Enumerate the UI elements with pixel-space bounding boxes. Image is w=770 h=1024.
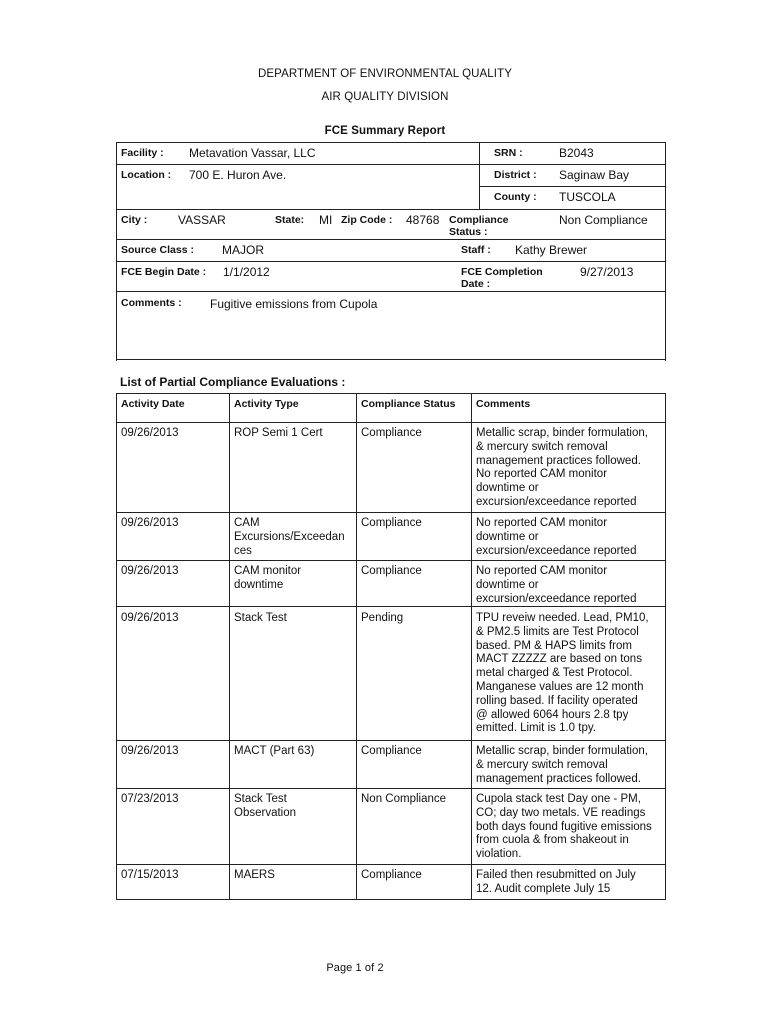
state-label: State: bbox=[275, 214, 305, 226]
comments-cell: Cupola stack test Day one - PM, CO; day two metals. VE readings both days found fugitive emissions from cuola & from shakeout in violation. bbox=[476, 793, 652, 861]
comments-cell: Failed then resubmitted on July 12. Audit complete July 15 bbox=[476, 869, 636, 895]
activity-date-cell: 09/26/2013 bbox=[121, 745, 179, 757]
city-value: VASSAR bbox=[178, 213, 226, 227]
fce-completion-label-line1: FCE Completion bbox=[461, 266, 543, 278]
facility-label: Facility : bbox=[121, 147, 164, 159]
compliance-status-cell: Pending bbox=[361, 612, 404, 624]
report-title: FCE Summary Report bbox=[324, 125, 446, 137]
activity-type-cell: ROP Semi 1 Cert bbox=[234, 427, 323, 439]
compliance-label-line1: Compliance bbox=[449, 214, 509, 226]
compliance-status-cell: Compliance bbox=[361, 745, 422, 757]
fce-completion-value: 9/27/2013 bbox=[580, 265, 634, 279]
srn-label: SRN : bbox=[494, 147, 523, 159]
comments-cell: No reported CAM monitor downtime or excursion/exceedance reported bbox=[476, 565, 637, 605]
district-label: District : bbox=[494, 169, 537, 181]
county-value: TUSCOLA bbox=[559, 190, 616, 204]
activity-date-cell: 09/26/2013 bbox=[121, 427, 179, 439]
activity-date-cell: 09/26/2013 bbox=[121, 612, 179, 624]
comments-cell: No reported CAM monitor downtime or excursion/exceedance reported bbox=[476, 517, 637, 557]
col-header-comments: Comments bbox=[476, 398, 531, 410]
facility-value: Metavation Vassar, LLC bbox=[189, 146, 316, 160]
activity-date-cell: 09/26/2013 bbox=[121, 517, 179, 529]
activity-type-cell: Stack Test bbox=[234, 612, 287, 624]
city-label: City : bbox=[121, 214, 148, 226]
page-number: Page 1 of 2 bbox=[326, 962, 384, 974]
location-value: 700 E. Huron Ave. bbox=[189, 168, 287, 182]
compliance-status-cell: Compliance bbox=[361, 427, 422, 439]
comments-cell: Metallic scrap, binder formulation, & mercury switch removal management practices followed. bbox=[476, 745, 648, 785]
comments-cell: Metallic scrap, binder formulation, & mercury switch removal management practices followed. No reported CAM monitor downtime or excursion/exceedance reported bbox=[476, 427, 648, 508]
compliance-status-cell: Compliance bbox=[361, 565, 422, 577]
compliance-status-cell: Compliance bbox=[361, 517, 422, 529]
activity-type-cell: MAERS bbox=[234, 869, 275, 881]
pce-section-title: List of Partial Compliance Evaluations : bbox=[120, 375, 346, 389]
activity-date-cell: 09/26/2013 bbox=[121, 565, 179, 577]
division-heading: AIR QUALITY DIVISION bbox=[321, 91, 449, 103]
comments-value: Fugitive emissions from Cupola bbox=[210, 297, 378, 311]
department-heading: DEPARTMENT OF ENVIRONMENTAL QUALITY bbox=[258, 68, 512, 80]
col-header-activity-date: Activity Date bbox=[121, 398, 185, 410]
staff-value: Kathy Brewer bbox=[515, 243, 588, 257]
col-header-compliance-status: Compliance Status bbox=[361, 398, 456, 410]
compliance-label-line2: Status : bbox=[449, 226, 488, 238]
zip-value: 48768 bbox=[406, 213, 440, 227]
compliance-status-value: Non Compliance bbox=[559, 213, 648, 227]
activity-type-cell: CAM Excursions/Exceedan ces bbox=[234, 517, 345, 557]
comments-label: Comments : bbox=[121, 297, 182, 309]
compliance-status-cell: Compliance bbox=[361, 869, 422, 881]
activity-type-cell: MACT (Part 63) bbox=[234, 745, 315, 757]
compliance-status-cell: Non Compliance bbox=[361, 793, 447, 805]
comments-cell: TPU reveiw needed. Lead, PM10, & PM2.5 limits are Test Protocol based. PM & HAPS limits from MACT ZZZZZ are based on tons metal charged & Test Protocol. Manganese values are 12 month rolling based. If facility operated @ allowed 6064 hours 2.8 tpy emitted. Limit is 1.0 tpy. bbox=[476, 612, 649, 735]
activity-type-cell: CAM monitor downtime bbox=[234, 565, 302, 591]
col-header-activity-type: Activity Type bbox=[234, 398, 299, 410]
zip-label: Zip Code : bbox=[341, 214, 393, 226]
location-label: Location : bbox=[121, 169, 172, 181]
fce-begin-label: FCE Begin Date : bbox=[121, 266, 207, 278]
source-class-label: Source Class : bbox=[121, 244, 194, 256]
district-value: Saginaw Bay bbox=[559, 168, 630, 182]
county-label: County : bbox=[494, 191, 537, 203]
source-class-value: MAJOR bbox=[222, 243, 264, 257]
state-value: MI bbox=[319, 213, 333, 227]
fce-completion-label-line2: Date : bbox=[461, 278, 491, 290]
srn-value: B2043 bbox=[559, 146, 594, 160]
activity-date-cell: 07/23/2013 bbox=[121, 793, 179, 805]
activity-date-cell: 07/15/2013 bbox=[121, 869, 179, 881]
activity-type-cell: Stack Test Observation bbox=[234, 793, 297, 819]
fce-begin-value: 1/1/2012 bbox=[223, 265, 270, 279]
staff-label: Staff : bbox=[461, 244, 491, 256]
